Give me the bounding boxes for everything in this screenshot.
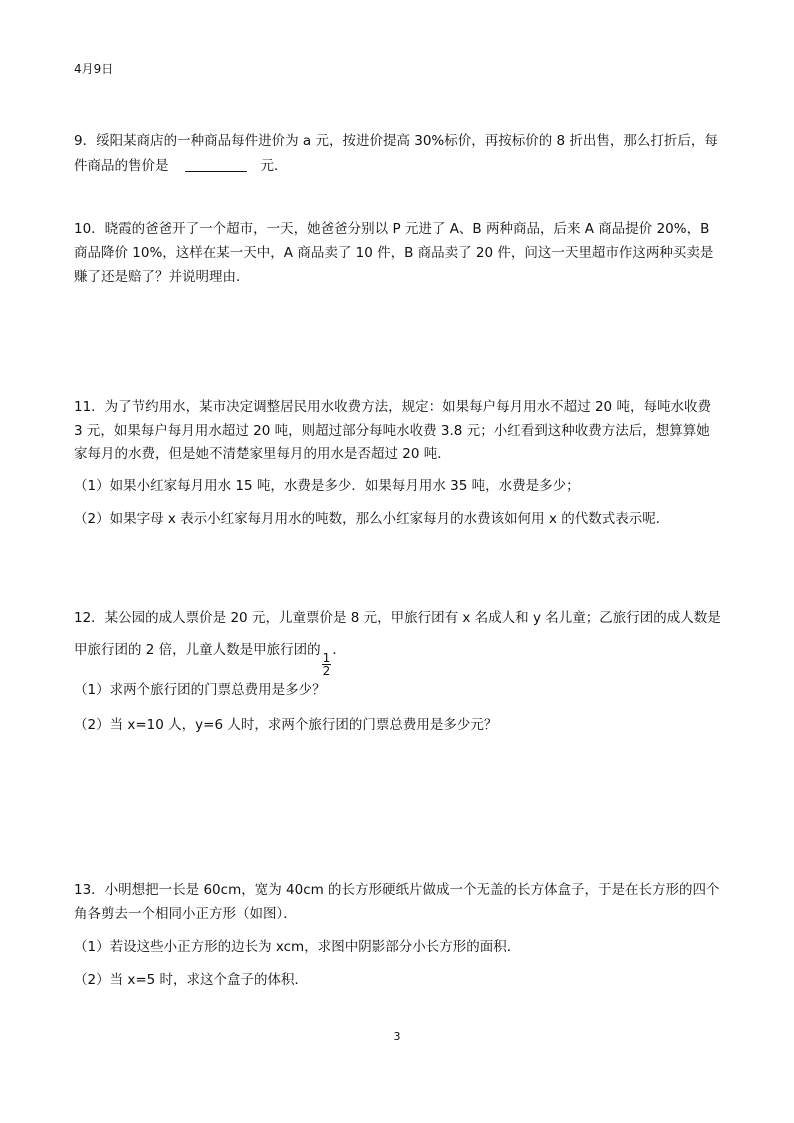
q13-sub2: （2）当 x=5 时，求这个盒子的体积． [74,972,309,988]
q12-line2 [74,640,734,677]
q9-line2-pre: 件商品的售价是 [74,158,169,174]
q10-line3: 赚了还是赔了？并说明理由． [74,269,250,285]
q12-line2-pre: 甲旅行团的 2 倍，儿童人数是甲旅行团的 [74,642,321,658]
q13-line2: 角各剪去一个相同小正方形（如图）． [74,906,297,922]
q11-sub2: （2）如果字母 x 表示小红家每月用水的吨数，那么小红家每月的水费该如何用 x 的代数式表示呢． [74,511,670,527]
q12-sub2: （2）当 x=10 人，y=6 人时，求两个旅行团的门票总费用是多少元？ [74,717,498,733]
q9-line2 [74,156,734,176]
fraction-one-half [322,652,332,677]
q10-line1: 10．晓霞的爸爸开了一个超市，一天，她爸爸分别以 P 元进了 A、B 两种商品，后来 A 商品提价 20%，B [74,221,710,237]
q13-sub1: （1）若设这些小正方形的边长为 xcm，求图中阴影部分小长方形的面积． [74,939,521,955]
q12-line1: 12．某公园的成人票价是 20 元，儿童票价是 8 元，甲旅行团有 x 名成人和 y 名儿童；乙旅行团的成人数是 [74,610,721,626]
q12-line2-post: ． [332,642,346,658]
page-number: 3 [393,1030,401,1043]
q9-line1: 9．绥阳某商店的一种商品每件进价为 a 元，按进价提高 30%标价，再按标价的 8 折出售，那么打折后，每 [74,133,718,149]
q13-line1: 13．小明想把一长是 60cm，宽为 40cm 的长方形硬纸片做成一个无盖的长方体盒子，于是在长方形的四个 [74,882,720,898]
q11-line1: 11．为了节约用水，某市决定调整居民用水收费方法，规定：如果每户每月用水不超过 20 吨，每吨水收费 [74,399,711,415]
q11-line3: 家每月的水费，但是她不清楚家里每月的用水是否超过 20 吨． [74,446,451,462]
fraction-denominator: 2 [322,664,331,678]
q12-sub1: （1）求两个旅行团的门票总费用是多少？ [74,682,326,698]
q10-line2: 商品降价 10%，这样在某一天中，A 商品卖了 10 件，B 商品卖了 20 件，问这一天里超市作这两种买卖是 [74,245,714,261]
q11-sub1: （1）如果小红家每月用水 15 吨，水费是多少．如果每月用水 35 吨，水费是多少； [74,478,580,494]
answer-blank [185,157,247,172]
fraction-numerator: 1 [322,651,331,665]
q11-line2: 3 元，如果每户每月用水超过 20 吨，则超过部分每吨水收费 3.8 元；小红看到这种收费方法后，想算算她 [74,423,710,439]
header-date: 4月9日 [74,62,114,76]
q9-line2-post: 元． [260,158,288,174]
